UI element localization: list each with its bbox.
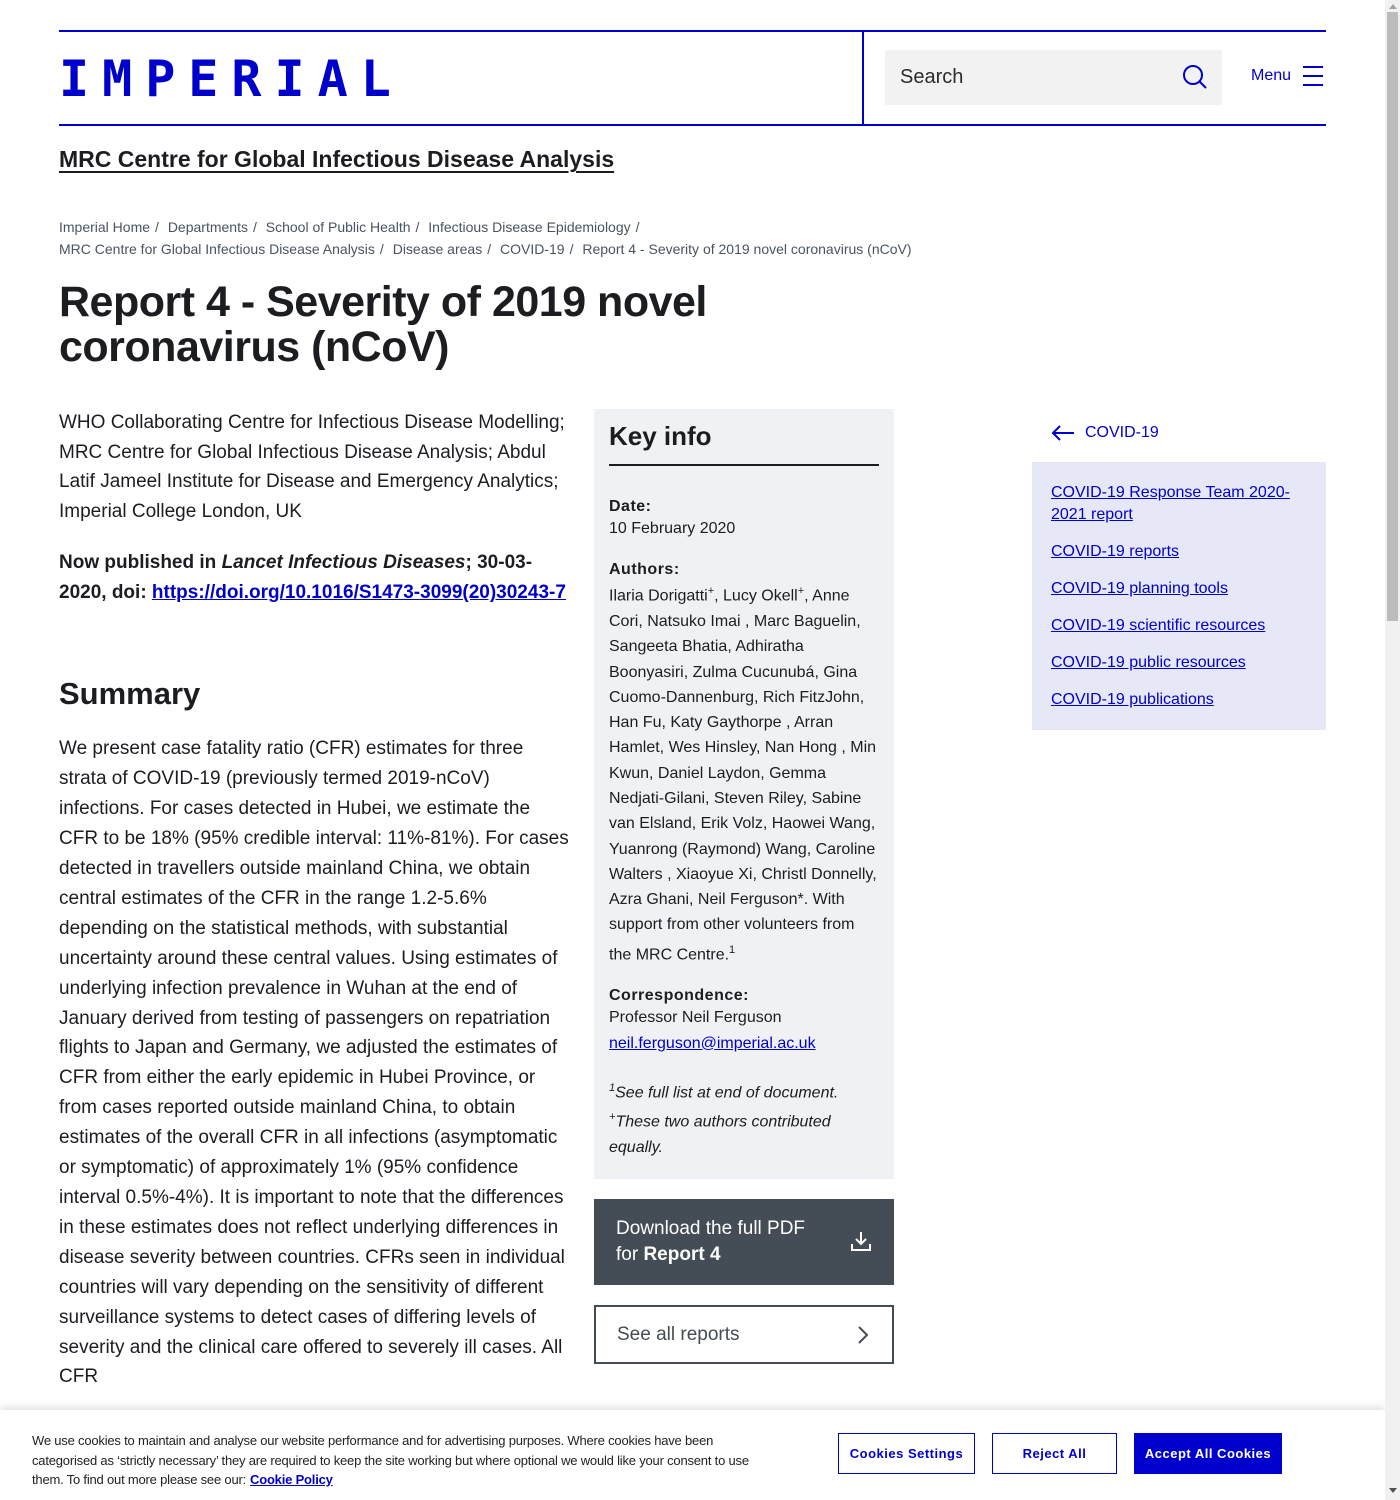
accept-all-cookies-button[interactable]: Accept All Cookies [1134, 1433, 1282, 1474]
equal-contribution-mark: + [797, 585, 805, 598]
search-input[interactable] [900, 66, 1170, 89]
footnote-part: These two authors contributed equally. [609, 1113, 831, 1156]
chevron-right-icon [856, 1325, 870, 1345]
breadcrumb-item[interactable]: Disease areas [392, 241, 483, 257]
main-content [59, 408, 569, 1392]
footnote-mark: 1 [729, 943, 736, 956]
author-name: , Lucy Okell [714, 587, 798, 605]
journal-name: Lancet Infectious Diseases [221, 552, 466, 574]
correspondence-email-link[interactable]: neil.ferguson@imperial.ac.uk [609, 1034, 816, 1052]
footnote-mark: 1 [609, 1082, 616, 1094]
summary-text: We present case fatality ratio (CFR) estimates for three strata of COVID-19 (previously termed 2019-nCoV) infections. For cases detected in Hubei, we estimate the CFR to be 18% (95% credible interval: 11%-81%). For cases detected in travellers outside mainland China, we obtain central estimates of the CFR in the range 1.2-5.6% depending on the statistical methods, with substantial uncertainty around these central values. Using estimates of underlying infection prevalence in Wuhan at the end of January derived from testing of passengers on repatriation flights to Japan and Germany, we adjusted the estimates of CFR from either the early epidemic in Hubei Province, or from cases reported outside mainland China, to obtain estimates of the overall CFR in all infections (asymptomatic or symptomatic) of approximately 1% (95% confidence interval 0.5%-4%). It is important to note that the differences in these estimates does not reflect underlying differences in disease severity between countries. CFRs seen in individual countries will vary depending on the sensitivity of different surveillance systems to detect cases of differing levels of severity and the clinical care offered to severely ill cases. All CFR [59, 738, 569, 1388]
department-title-link[interactable]: MRC Centre for Global Infectious Disease Analysis [59, 146, 615, 172]
equal-contribution-mark: + [609, 1111, 616, 1124]
scroll-down-arrow-icon[interactable] [1389, 1488, 1397, 1493]
download-for: for [616, 1244, 644, 1265]
breadcrumb-item[interactable]: School of Public Health [265, 219, 411, 235]
hamburger-icon [1303, 66, 1323, 86]
sidebar-link-scientific-resources[interactable]: COVID-19 scientific resources [1051, 617, 1266, 634]
correspondence-label: Correspondence: [609, 987, 749, 1005]
sidebar-link-response-team-report[interactable]: COVID-19 Response Team 2020-2021 report [1051, 484, 1290, 523]
page-title: Report 4 - Severity of 2019 novel coronavirus (nCoV) [59, 278, 707, 371]
cookie-text [32, 1431, 772, 1490]
date-value: 10 February 2020 [609, 520, 736, 537]
sidebar-link-publications[interactable]: COVID-19 publications [1051, 691, 1214, 708]
sidebar-nav [1032, 462, 1326, 730]
footnote-text [609, 1076, 879, 1160]
download-report-name: Report 4 [643, 1244, 721, 1265]
breadcrumb-item[interactable]: Departments [167, 219, 248, 235]
breadcrumb-item[interactable]: Infectious Disease Epidemiology [428, 219, 631, 235]
cookie-message: We use cookies to maintain and analyse our website performance and for advertising purposes. Where cookies have been categorised as ‘strictly necessary’ they are required to keep the site working but where optional we would like your consent to use them. To find out more please see our: [32, 1433, 749, 1487]
authors-rest: , Anne Cori, Natsuko Imai , Marc Baguelin, Sangeeta Bhatia, Adhiratha Boonyasiri, Zulma Cucunubá, Gina Cuomo-Dannenburg, Rich FitzJohn, Han Fu, Katy Gaythorpe , Arran Hamlet, Wes Hinsley, Nan Hong , Min Kwun, Daniel Laydon, Gemma Nedjati-Gilani, Steven Riley, Sabine van Elsland, Erik Volz, Haowei Wang, Yuanrong (Raymond) Wang, Caroline Walters , Xiaoyue Xi, Christl Donnelly, Azra Ghani, Neil Ferguson*. With support from other volunteers from the MRC Centre. [609, 587, 877, 964]
date-label: Date: [609, 498, 652, 515]
summary-heading: Summary [59, 676, 201, 712]
affiliation-text: WHO Collaborating Centre for Infectious Disease Modelling; MRC Centre for Global Infectious Disease Analysis; Abdul Latif Jameel Institute for Disease and Emergency Analytics; Imperial College London, UK [59, 412, 565, 522]
key-info-panel [594, 409, 894, 1179]
sidebar-link-planning-tools[interactable]: COVID-19 planning tools [1051, 580, 1228, 597]
breadcrumb-current: Report 4 - Severity of 2019 novel coronavirus (nCoV) [582, 241, 912, 257]
vertical-scrollbar[interactable] [1385, 0, 1400, 1500]
see-all-reports-button[interactable] [594, 1305, 894, 1364]
sidebar-back-link[interactable] [1051, 424, 1159, 442]
download-pdf-button[interactable] [594, 1199, 894, 1285]
scrollbar-thumb[interactable] [1387, 12, 1398, 621]
breadcrumb-item[interactable]: COVID-19 [499, 241, 565, 257]
key-info-heading: Key info [609, 421, 879, 466]
authors-list [609, 579, 879, 967]
reject-all-button[interactable]: Reject All [992, 1433, 1117, 1474]
breadcrumb-item[interactable]: MRC Centre for Global Infectious Disease Analysis [59, 241, 375, 257]
correspondence-name: Professor Neil Ferguson [609, 1009, 782, 1027]
site-header [59, 30, 1326, 126]
imperial-logo[interactable]: IMPERIAL [59, 50, 404, 108]
menu-label: Menu [1251, 67, 1292, 84]
doi-link[interactable]: https://doi.org/10.1016/S1473-3099(20)30243-7 [151, 582, 566, 604]
cookie-policy-link[interactable]: Cookie Policy [250, 1472, 333, 1487]
arrow-left-icon [1051, 425, 1075, 441]
see-all-reports-label: See all reports [617, 1324, 740, 1345]
published-prefix: Now published in [59, 552, 222, 574]
equal-contribution-mark: + [707, 585, 715, 598]
cookies-settings-button[interactable]: Cookies Settings [838, 1433, 975, 1474]
footnote-part: See full list at end of document. [615, 1084, 839, 1102]
sidebar-link-reports[interactable]: COVID-19 reports [1051, 543, 1180, 560]
author-name: Ilaria Dorigatti [609, 587, 708, 605]
download-icon [850, 1230, 872, 1252]
scroll-up-arrow-icon[interactable] [1389, 4, 1397, 9]
authors-label: Authors: [609, 561, 680, 579]
cookie-banner [0, 1410, 1385, 1500]
search-box [885, 50, 1222, 105]
sidebar-back-label: COVID-19 [1085, 424, 1159, 441]
download-label-line2 [616, 1242, 872, 1268]
sidebar-link-public-resources[interactable]: COVID-19 public resources [1051, 654, 1246, 671]
breadcrumb-item[interactable]: Imperial Home [59, 219, 151, 235]
breadcrumb: Imperial Home / Departments / School of Public Health / Infectious Disease Epidemiology / MRC Centre for Global Infectious Disease Analysis / Disease areas / COVID-19 / Report 4 - Severity of 2019 novel coronavirus (nCoV) [59, 219, 912, 257]
header-divider [862, 32, 864, 124]
download-label-line1: Download the full PDF [616, 1218, 806, 1239]
publication-notice [59, 548, 569, 608]
published-date: ; 30-03-2020, doi: [59, 552, 533, 604]
menu-button[interactable] [1251, 66, 1323, 86]
search-icon[interactable] [1182, 64, 1208, 90]
